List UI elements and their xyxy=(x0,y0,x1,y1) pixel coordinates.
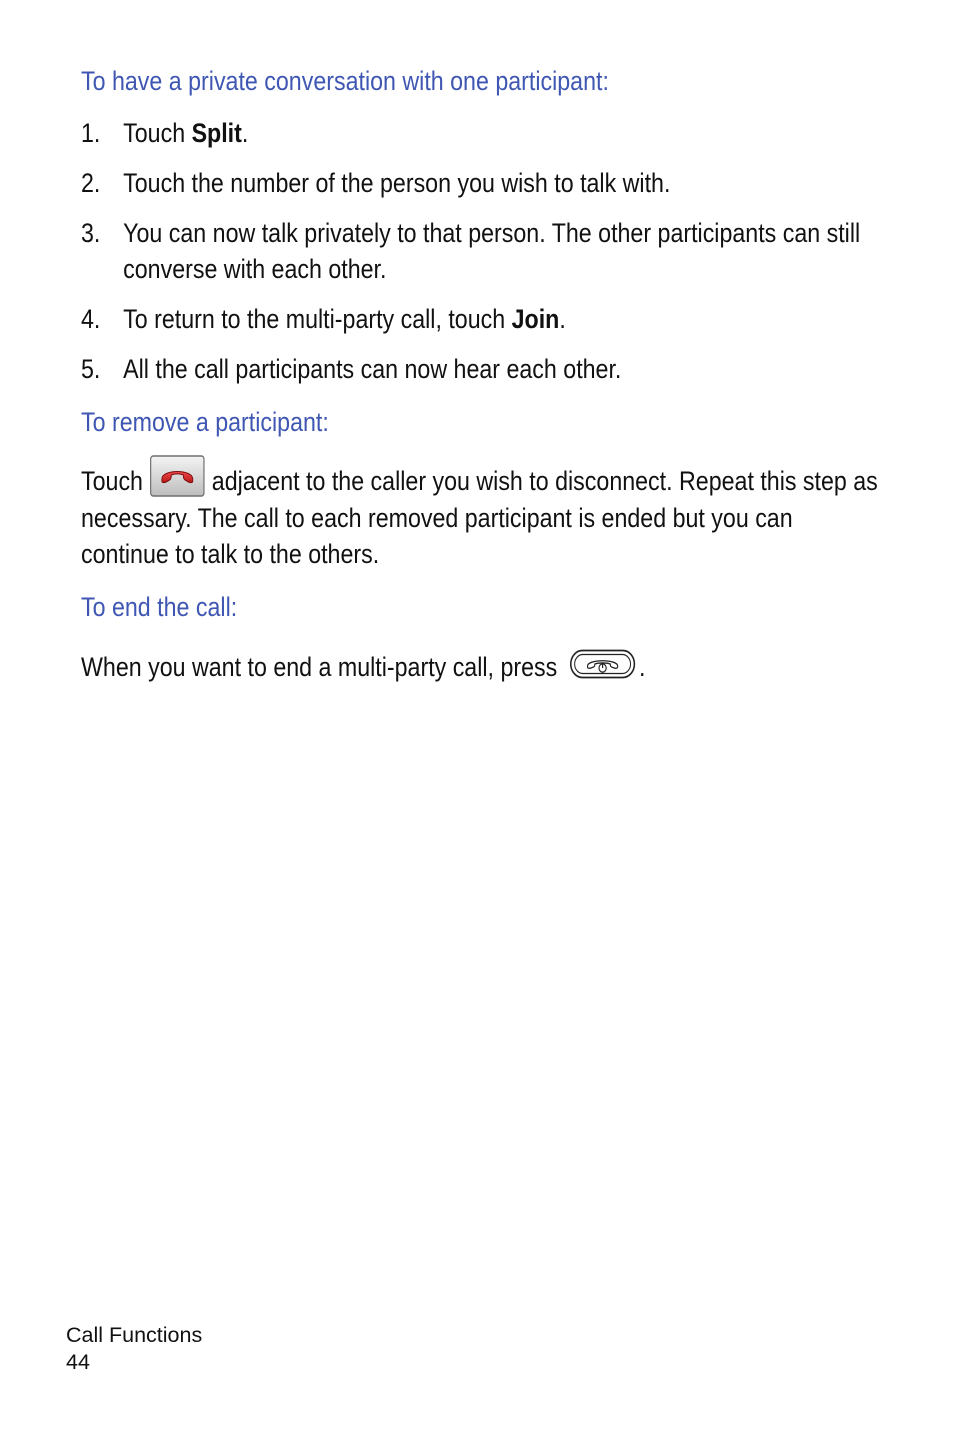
step-number: 5. xyxy=(81,354,101,384)
end-call-paragraph xyxy=(81,649,885,686)
step-2 xyxy=(81,165,855,201)
step-text: Touch the number of the person you wish to talk with. xyxy=(123,168,671,198)
remove-participant-paragraph xyxy=(81,463,885,573)
heading-private-conversation: To have a private conversation with one participant: xyxy=(81,66,609,96)
step-text-post: . xyxy=(559,304,566,334)
step-number: 1. xyxy=(81,118,101,148)
paragraph-text-post: . xyxy=(638,652,646,682)
join-command: Join xyxy=(511,304,560,334)
split-command: Split xyxy=(191,118,242,148)
step-text: All the call participants can now hear each other. xyxy=(123,354,622,384)
footer-section-title: Call Functions xyxy=(66,1323,203,1347)
step-text-pre: Touch xyxy=(123,118,192,148)
heading-end-call: To end the call: xyxy=(81,592,238,622)
step-5 xyxy=(81,351,855,387)
page-footer xyxy=(66,1322,202,1376)
footer-page-number: 44 xyxy=(66,1350,90,1374)
step-text-pre: To return to the multi-party call, touch xyxy=(123,304,512,334)
step-text xyxy=(123,301,880,337)
step-number: 2. xyxy=(81,168,101,198)
paragraph-text-pre: Touch xyxy=(81,466,143,496)
step-text-post: . xyxy=(241,118,249,148)
step-text xyxy=(123,115,880,151)
paragraph-text-pre: When you want to end a multi-party call, press xyxy=(81,652,558,682)
step-4 xyxy=(81,301,855,337)
paragraph-text-post: adjacent to the caller you wish to disconnect. Repeat this step as necessary. The call to each removed participant is ended but you can continue to talk to the others. xyxy=(81,466,878,570)
end-call-button-icon xyxy=(150,455,205,497)
step-3 xyxy=(81,215,861,287)
heading-remove-participant: To remove a participant: xyxy=(81,407,329,437)
power-end-key-icon xyxy=(569,649,635,679)
step-text: You can now talk privately to that person. The other participants can still converse with each other. xyxy=(123,218,861,284)
step-number: 4. xyxy=(81,304,101,334)
step-1 xyxy=(81,115,855,151)
step-number: 3. xyxy=(81,218,101,248)
